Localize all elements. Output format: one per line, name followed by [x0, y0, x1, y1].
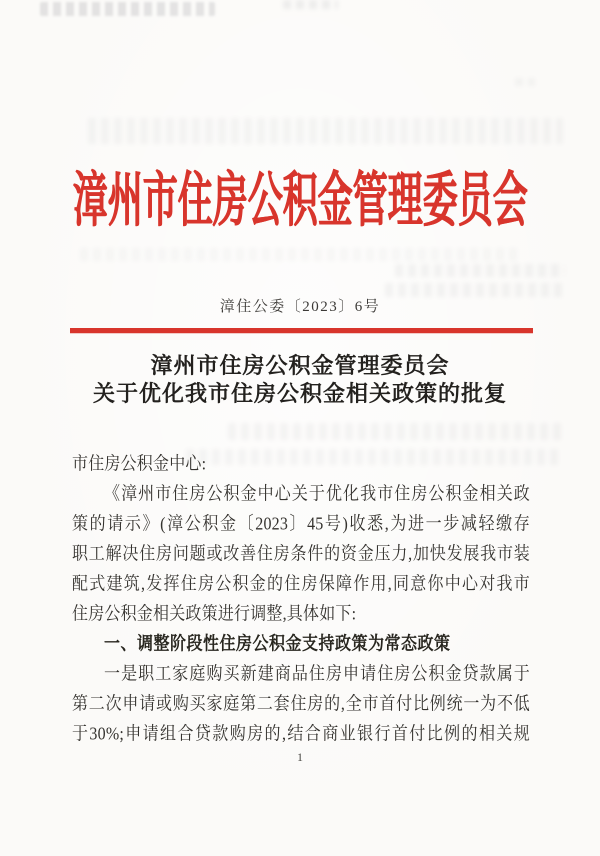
body-line: 策的请示》(漳公积金〔2023〕45号)收悉,为进一步减轻缴存	[72, 514, 530, 535]
body-line: 《漳州市住房公积金中心关于优化我市住房公积金相关政	[104, 484, 530, 505]
red-divider-line	[70, 328, 533, 333]
scan-artifact	[228, 423, 566, 440]
body-line: 一是职工家庭购买新建商品住房申请住房公积金贷款属于	[104, 664, 530, 685]
page-number: 1	[297, 750, 303, 764]
body-line: 第二次申请或购买家庭第二套住房的,全市首付比例统一为不低	[72, 694, 530, 715]
body-line: 配式建筑,发挥住房公积金的住房保障作用,同意你中心对我市	[72, 574, 530, 595]
body-line: 住房公积金相关政策进行调整,具体如下:	[72, 604, 357, 625]
body-line: 市住房公积金中心:	[72, 454, 207, 475]
scan-artifact	[88, 118, 563, 144]
letterhead-title: 漳州市住房公积金管理委员会	[72, 168, 528, 235]
document-title	[0, 352, 600, 408]
scan-artifact	[283, 0, 338, 9]
document-title-line1: 漳州市住房公积金管理委员会	[150, 353, 450, 378]
scan-artifact	[515, 78, 535, 86]
document-title-line2: 关于优化我市住房公积金相关政策的批复	[92, 381, 507, 406]
scan-artifact	[395, 264, 565, 277]
body-line: 于30%;申请组合贷款购房的,结合商业银行首付比例的相关规	[72, 724, 530, 745]
document-body	[72, 450, 530, 750]
scan-artifact	[40, 2, 215, 16]
doc-number: 漳住公委〔2023〕6号	[219, 299, 381, 315]
body-line: 一、调整阶段性住房公积金支持政策为常态政策	[104, 634, 451, 655]
body-line: 职工解决住房问题或改善住房条件的资金压力,加快发展我市装	[72, 544, 530, 565]
